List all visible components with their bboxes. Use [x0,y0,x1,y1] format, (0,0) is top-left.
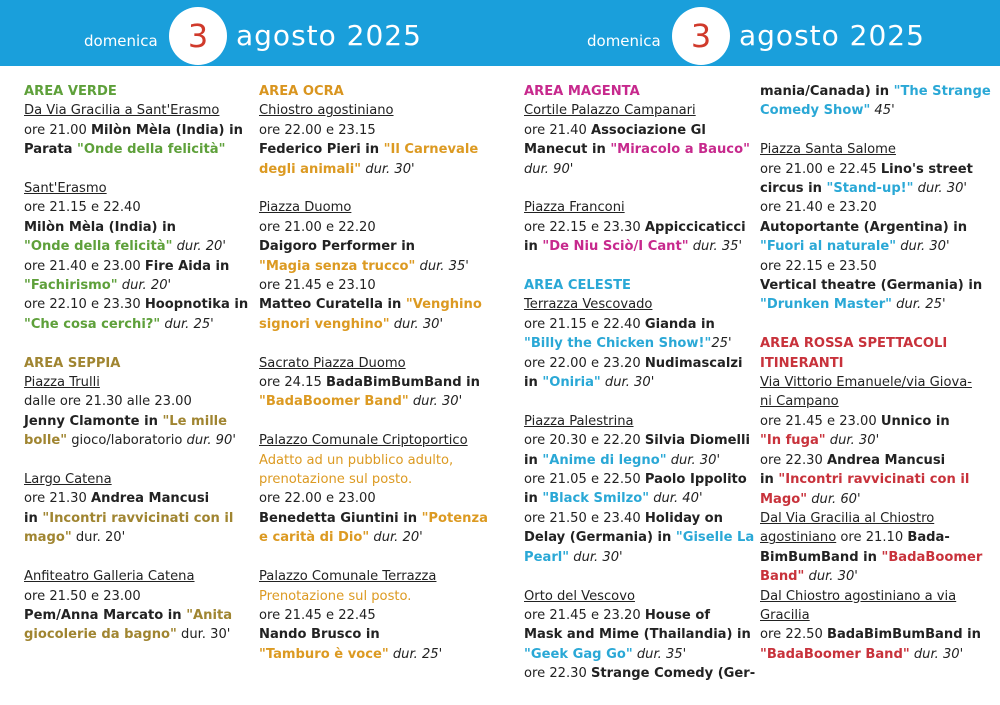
event-line: dur. 90' [524,161,574,177]
note: Adatto ad un pubblico adulto, [259,452,454,468]
event-line: ore 22.10 e 23.30 Hoopnotika in [24,297,249,313]
event-line: Federico Pieri in "Il Carnevale [259,142,479,158]
event-line: ore 22.00 e 23.20 Nudimascalzi [524,355,743,371]
event-line: bolle" gioco/laboratorio dur. 90' [24,433,236,449]
event-line: Vertical theatre (Germania) in [760,278,983,294]
column-1 [24,82,248,645]
event-line: ore 22.15 e 23.50 [760,258,877,274]
event-line: in "Oniria" dur. 30' [524,375,655,391]
event-line: signori venghino" dur. 30' [259,316,444,332]
event-line: ore 21.00 Milòn Mèla (India) in [24,122,243,138]
event-line: Parata "Onde della felicità" [24,142,226,158]
event-line: Autoportante (Argentina) in [760,219,968,235]
event-line: ore 20.30 e 22.20 Silvia Diomelli [524,433,751,449]
event-line: ore 21.05 e 22.50 Paolo Ippolito [524,472,747,488]
location: Piazza Franconi [524,200,625,216]
event-line: ore 24.15 BadaBimBumBand in [259,375,480,391]
event-line: ore 21.15 e 22.40 [24,200,141,216]
event-line: giocolerie da bagno" dur. 30' [24,627,231,643]
note: Prenotazione sul posto. [259,588,412,604]
area-title: AREA ROSSA SPETTACOLI [760,336,948,352]
event-line: in "Anime di legno" dur. 30' [524,452,721,468]
event-line: ore 21.40 Associazione Gl [524,122,706,138]
event-line: e carità di Dio" dur. 20' [259,530,423,546]
event-line: Band" dur. 30' [760,569,858,585]
event-line: "Drunken Master" dur. 25' [760,297,946,313]
column-4 [760,82,991,664]
event-line: mago" dur. 20' [24,530,126,546]
area-title: AREA MAGENTA [524,84,640,99]
note: prenotazione sul posto. [259,472,413,488]
event-line: "Tamburo è voce" dur. 25' [259,646,443,662]
location: Dal Via Gracilia al Chiostro [760,510,935,526]
date-header-left [0,0,500,66]
location: Orto del Vescovo [524,588,635,604]
event-line: ore 22.30 Andrea Mancusi [760,452,946,468]
column-2 [259,82,488,664]
day-name: domenica [587,32,661,50]
area-title: AREA VERDE [24,84,117,99]
event-line: agostiniano ore 21.10 Bada- [760,530,950,546]
day-name: domenica [84,32,158,50]
location: Dal Chiostro agostiniano a via [760,588,957,604]
location: ni Campano [760,394,839,410]
location: Anfiteatro Galleria Catena [24,569,195,585]
event-line: Milòn Mèla (India) in [24,219,176,235]
event-line: ore 21.45 e 22.45 [259,607,376,623]
event-line: ore 21.45 e 23.00 Unnico in [760,413,950,429]
event-line: ore 21.45 e 23.20 House of [524,607,711,623]
event-line: Manecut in "Miracolo a Bauco" [524,142,750,158]
event-line: "Fuori al naturale" dur. 30' [760,239,950,255]
event-line: "Magia senza trucco" dur. 35' [259,258,469,274]
event-line: ore 22.00 e 23.15 [259,122,376,138]
event-line: ore 21.50 e 23.00 [24,588,141,604]
event-line: degli animali" dur. 30' [259,161,415,177]
event-line: in "Incontri ravvicinati con il [24,510,234,526]
event-line: ore 21.45 e 23.10 [259,278,376,294]
location: Cortile Palazzo Campanari [524,103,696,119]
date-header-right [503,0,1000,66]
day-number-circle: 3 [169,7,227,65]
month-year: agosto 2025 [739,19,925,52]
event-line: Benedetta Giuntini in "Potenza [259,510,488,526]
event-line: ore 21.50 e 23.40 Holiday on [524,510,723,526]
location: Sant'Erasmo [24,181,107,197]
event-line: ore 21.30 Andrea Mancusi [24,491,210,507]
event-line: circus in "Stand-up!" dur. 30' [760,181,968,197]
event-line: Pearl" dur. 30' [524,549,623,565]
event-line: ore 22.15 e 23.30 Appiccicaticci [524,219,746,235]
event-line: Nando Brusco in [259,627,380,643]
location: Largo Catena [24,472,112,488]
event-line: Delay (Germania) in "Giselle La [524,530,755,546]
event-line: Matteo Curatella in "Venghino [259,297,482,313]
event-line: BimBumBand in "BadaBoomer [760,549,983,565]
location: Sacrato Piazza Duomo [259,355,406,371]
location: Da Via Gracilia a Sant'Erasmo [24,103,220,119]
event-line: ore 22.50 BadaBimBumBand in [760,627,981,643]
event-line: "Che cosa cerchi?" dur. 25' [24,316,214,332]
location: Gracilia [760,607,810,623]
month-year: agosto 2025 [236,19,422,52]
location: Chiostro agostiniano [259,103,394,119]
area-title: ITINERANTI [760,355,844,371]
location: Terrazza Vescovado [524,297,653,313]
event-line: ore 21.15 e 22.40 Gianda in [524,316,715,332]
event-line: ore 21.40 e 23.20 [760,200,877,216]
location: Palazzo Comunale Criptoportico [259,433,468,449]
event-line: ore 22.00 e 23.00 [259,491,376,507]
column-3 [524,82,755,684]
event-line: in "De Niu Sciò/I Cant" dur. 35' [524,239,743,255]
event-line: "BadaBoomer Band" dur. 30' [259,394,463,410]
event-line: "Billy the Chicken Show!"25' [524,336,732,352]
event-line: "BadaBoomer Band" dur. 30' [760,646,964,662]
event-line: dalle ore 21.30 alle 23.00 [24,394,192,410]
event-line: Mago" dur. 60' [760,491,861,507]
location: Via Vittorio Emanuele/via Giova- [760,375,972,391]
area-title: AREA OCRA [259,84,344,99]
area-title: AREA SEPPIA [24,355,121,371]
event-line: ore 21.40 e 23.00 Fire Aida in [24,258,230,274]
location: Piazza Palestrina [524,413,634,429]
location: Palazzo Comunale Terrazza [259,569,437,585]
header-banner [0,0,1000,66]
event-line: Daigoro Performer in [259,239,416,255]
event-line: Mask and Mime (Thailandia) in [524,627,751,643]
event-line: "Fachirismo" dur. 20' [24,278,172,294]
location: Piazza Santa Salome [760,142,896,158]
area-title: AREA CELESTE [524,278,632,294]
event-line: ore 21.00 e 22.45 Lino's street [760,161,973,177]
event-line: ore 22.30 Strange Comedy (Ger- [524,666,756,682]
event-line: "In fuga" dur. 30' [760,433,880,449]
event-line: "Onde della felicità" dur. 20' [24,239,226,255]
event-line: mania/Canada) in "The Strange [760,84,991,99]
event-line: "Geek Gag Go" dur. 35' [524,646,687,662]
event-line: in "Black Smilzo" dur. 40' [524,491,703,507]
event-line: Pem/Anna Marcato in "Anita [24,607,233,623]
event-line: ore 21.00 e 22.20 [259,219,376,235]
location: Piazza Trulli [24,375,100,391]
day-number-circle: 3 [672,7,730,65]
event-line: in "Incontri ravvicinati con il [760,472,970,488]
location: Piazza Duomo [259,200,352,216]
event-line: Comedy Show" 45' [760,103,895,119]
event-line: Jenny Clamonte in "Le mille [24,413,228,429]
